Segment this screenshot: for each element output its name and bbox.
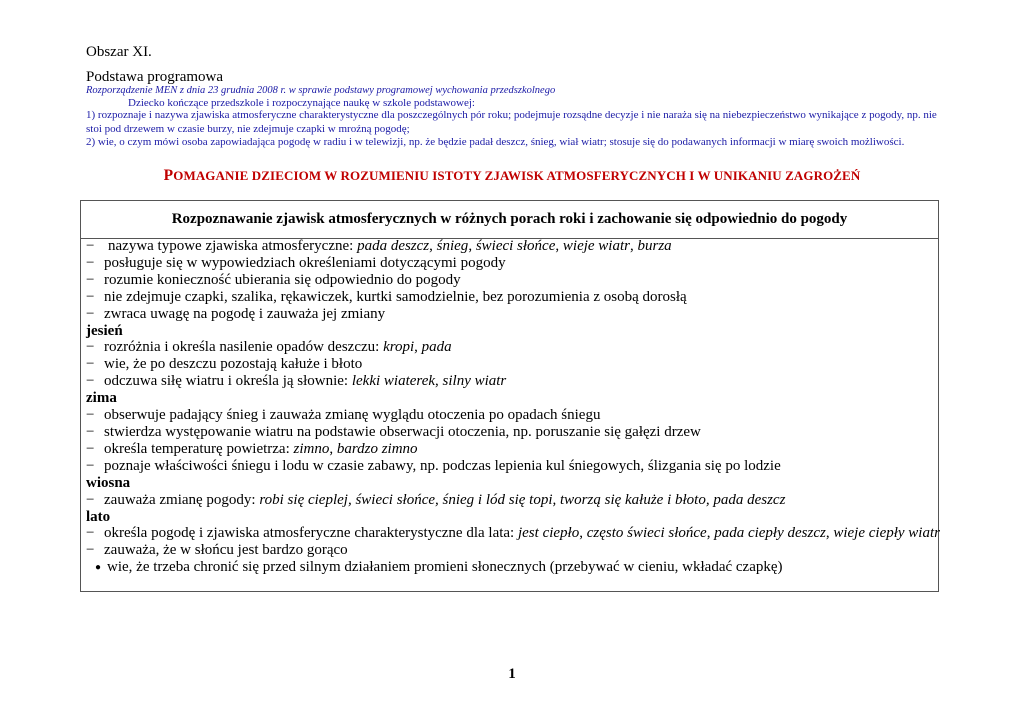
dash-marker: −: [86, 238, 95, 254]
goal-1-line-2: stoi pod drzewem w czasie burzy, nie zdejmuje czapki w mroźną pogodę;: [86, 122, 410, 135]
dash-marker: −: [86, 457, 95, 474]
item-text: nie zdejmuje czapki, szalika, rękawiczek, kurtki samodzielnie, bez porozumienia z osobą dorosłą: [104, 288, 687, 305]
item-text: posługuje się w wypowiedziach określeniami dotyczącymi pogody: [104, 254, 506, 271]
season-label-winter: zima: [86, 390, 117, 407]
item-text: nazywa typowe zjawiska atmosferyczne:: [108, 238, 358, 254]
list-item: [86, 238, 936, 255]
list-item: [86, 458, 936, 475]
dash-marker: −: [86, 373, 95, 390]
item-text: jest ciepło: [517, 525, 580, 542]
dash-marker: −: [86, 339, 95, 356]
item-text: rozróżnia i określa nasilenie opadów deszczu:: [104, 339, 384, 356]
list-item: [86, 289, 936, 306]
item-text: obserwuje padający śnieg i zauważa zmianę wyglądu otoczenia po opadach śniegu: [104, 407, 601, 424]
item-text: pada: [421, 339, 452, 356]
item-text: ,: [555, 238, 563, 254]
dash-marker: −: [86, 440, 95, 457]
item-text: zauważa, że w słońcu jest bardzo gorąco: [104, 542, 348, 559]
dash-marker: −: [86, 423, 95, 440]
item-text: burza: [637, 238, 672, 254]
item-text: wie, że po deszczu pozostają kałuże i błoto: [104, 356, 363, 373]
item-text: ,: [579, 525, 587, 542]
dash-marker: −: [86, 305, 95, 322]
item-text: śnieg: [436, 238, 469, 254]
item-text: często świeci słońce: [586, 525, 707, 542]
item-text: określa temperaturę powietrza:: [104, 440, 294, 457]
page-number: 1: [508, 666, 516, 682]
list-item: [86, 306, 936, 323]
item-text: ,: [706, 525, 715, 542]
item-text: zwraca uwagę na pogodę i zauważa jej zmiany: [104, 305, 386, 322]
item-text: zauważa zmianę pogody:: [104, 491, 260, 508]
dash-marker: −: [86, 491, 95, 508]
item-text: ,: [629, 238, 638, 254]
goal-2: 2) wie, o czym mówi osoba zapowiadająca pogodę w radiu i w telewizji, np. że będzie padał deszcz, śnieg, wiał wiatr; stosuje się do podawanych informacji w miarę swoich możliwości.: [86, 136, 905, 148]
item-text: ,: [429, 238, 437, 254]
item-text: zimno: [293, 440, 330, 457]
dash-marker: −: [86, 271, 95, 288]
section-heading: [0, 167, 1024, 185]
area-label: Obszar XI.: [86, 44, 152, 60]
item-text: silny wiatr: [442, 373, 507, 390]
bullet-icon: ●: [95, 562, 102, 574]
dash-marker: −: [86, 542, 95, 559]
season-label-spring: wiosna: [86, 474, 131, 491]
item-text: lekki wiaterek: [351, 373, 436, 390]
item-text: określa pogodę i zjawiska atmosferyczne charakterystyczne dla lata:: [104, 525, 518, 542]
list-item: [86, 525, 940, 542]
dash-marker: −: [86, 254, 95, 271]
list-item: [86, 255, 936, 272]
list-item: [86, 559, 936, 577]
curriculum-basis-label: Podstawa programowa: [86, 69, 224, 85]
item-text: bardzo zimno: [336, 440, 418, 457]
list-item: [86, 356, 936, 373]
dash-marker: −: [86, 356, 95, 373]
item-text: poznaje właściwości śniegu i lodu w czasie zabawy, np. podczas lepienia kul śniegowych, ślizgania się po lodzie: [104, 457, 781, 474]
dash-marker: −: [86, 525, 95, 542]
skills-list: [86, 238, 940, 577]
dash-marker: −: [86, 407, 95, 424]
list-item: [86, 373, 936, 390]
item-text: robi się cieplej, świeci słońce, śnieg i lód się topi, tworzą się kałuże i błoto, pada deszcz: [259, 491, 786, 508]
item-text: ,: [468, 238, 476, 254]
list-item: [86, 542, 936, 559]
season-label-autumn: jesień: [86, 322, 123, 339]
item-text: ,: [825, 525, 834, 542]
dash-marker: −: [86, 288, 95, 305]
item-text: świeci słońce: [475, 238, 556, 254]
item-text: rozumie konieczność ubierania się odpowiednio do pogody: [104, 271, 461, 288]
item-text: pada deszcz: [357, 238, 430, 254]
section-heading-initial: P: [163, 167, 174, 184]
list-item: [86, 407, 936, 424]
item-text: odczuwa siłę wiatru i określa ją słownie:: [104, 373, 352, 390]
list-item: [86, 339, 936, 356]
box-title: Rozpoznawanie zjawisk atmosferycznych w różnych porach roki i zachowanie się odpowiednio do pogody: [80, 200, 939, 239]
item-text: ,: [414, 339, 422, 356]
item-text: pada ciepły deszcz: [714, 525, 826, 542]
season-label-summer: lato: [86, 508, 111, 525]
section-heading-text: OMAGANIE DZIECIOM W ROZUMIENIU ISTOTY ZJAWISK ATMOSFERYCZNYCH I W UNIKANIU ZAGROŻEŃ: [173, 168, 861, 183]
item-text: wieje wiatr: [562, 238, 630, 254]
item-text: kropi: [383, 339, 415, 356]
item-text: ,: [329, 440, 337, 457]
item-text: ,: [435, 373, 443, 390]
list-item: [86, 441, 936, 458]
item-text: wieje ciepły wiatr: [833, 525, 940, 542]
curriculum-goals: [86, 109, 946, 150]
list-item: [86, 424, 936, 441]
list-item: [86, 492, 936, 509]
child-intro: Dziecko kończące przedszkole i rozpoczynające naukę w szkole podstawowej:: [128, 97, 475, 109]
goal-1-line-1: 1) rozpoznaje i nazywa zjawiska atmosferyczne charakterystyczne dla poszczególnych pór roku; podejmuje rozsądne decyzje i nie naraża się na niebezpieczeństwo wynikające z pogody, np. nie: [86, 109, 937, 121]
item-text: wie, że trzeba chronić się przed silnym działaniem promieni słonecznych (przebywać w cieniu, wkładać czapkę): [107, 559, 783, 576]
list-item: [86, 272, 936, 289]
item-text: stwierdza występowanie wiatru na podstawie obserwacji otoczenia, np. poruszanie się gałęzi drzew: [104, 423, 701, 440]
regulation-reference: Rozporządzenie MEN z dnia 23 grudnia 2008 r. w sprawie podstawy programowej wychowania przedszkolnego: [86, 85, 556, 96]
